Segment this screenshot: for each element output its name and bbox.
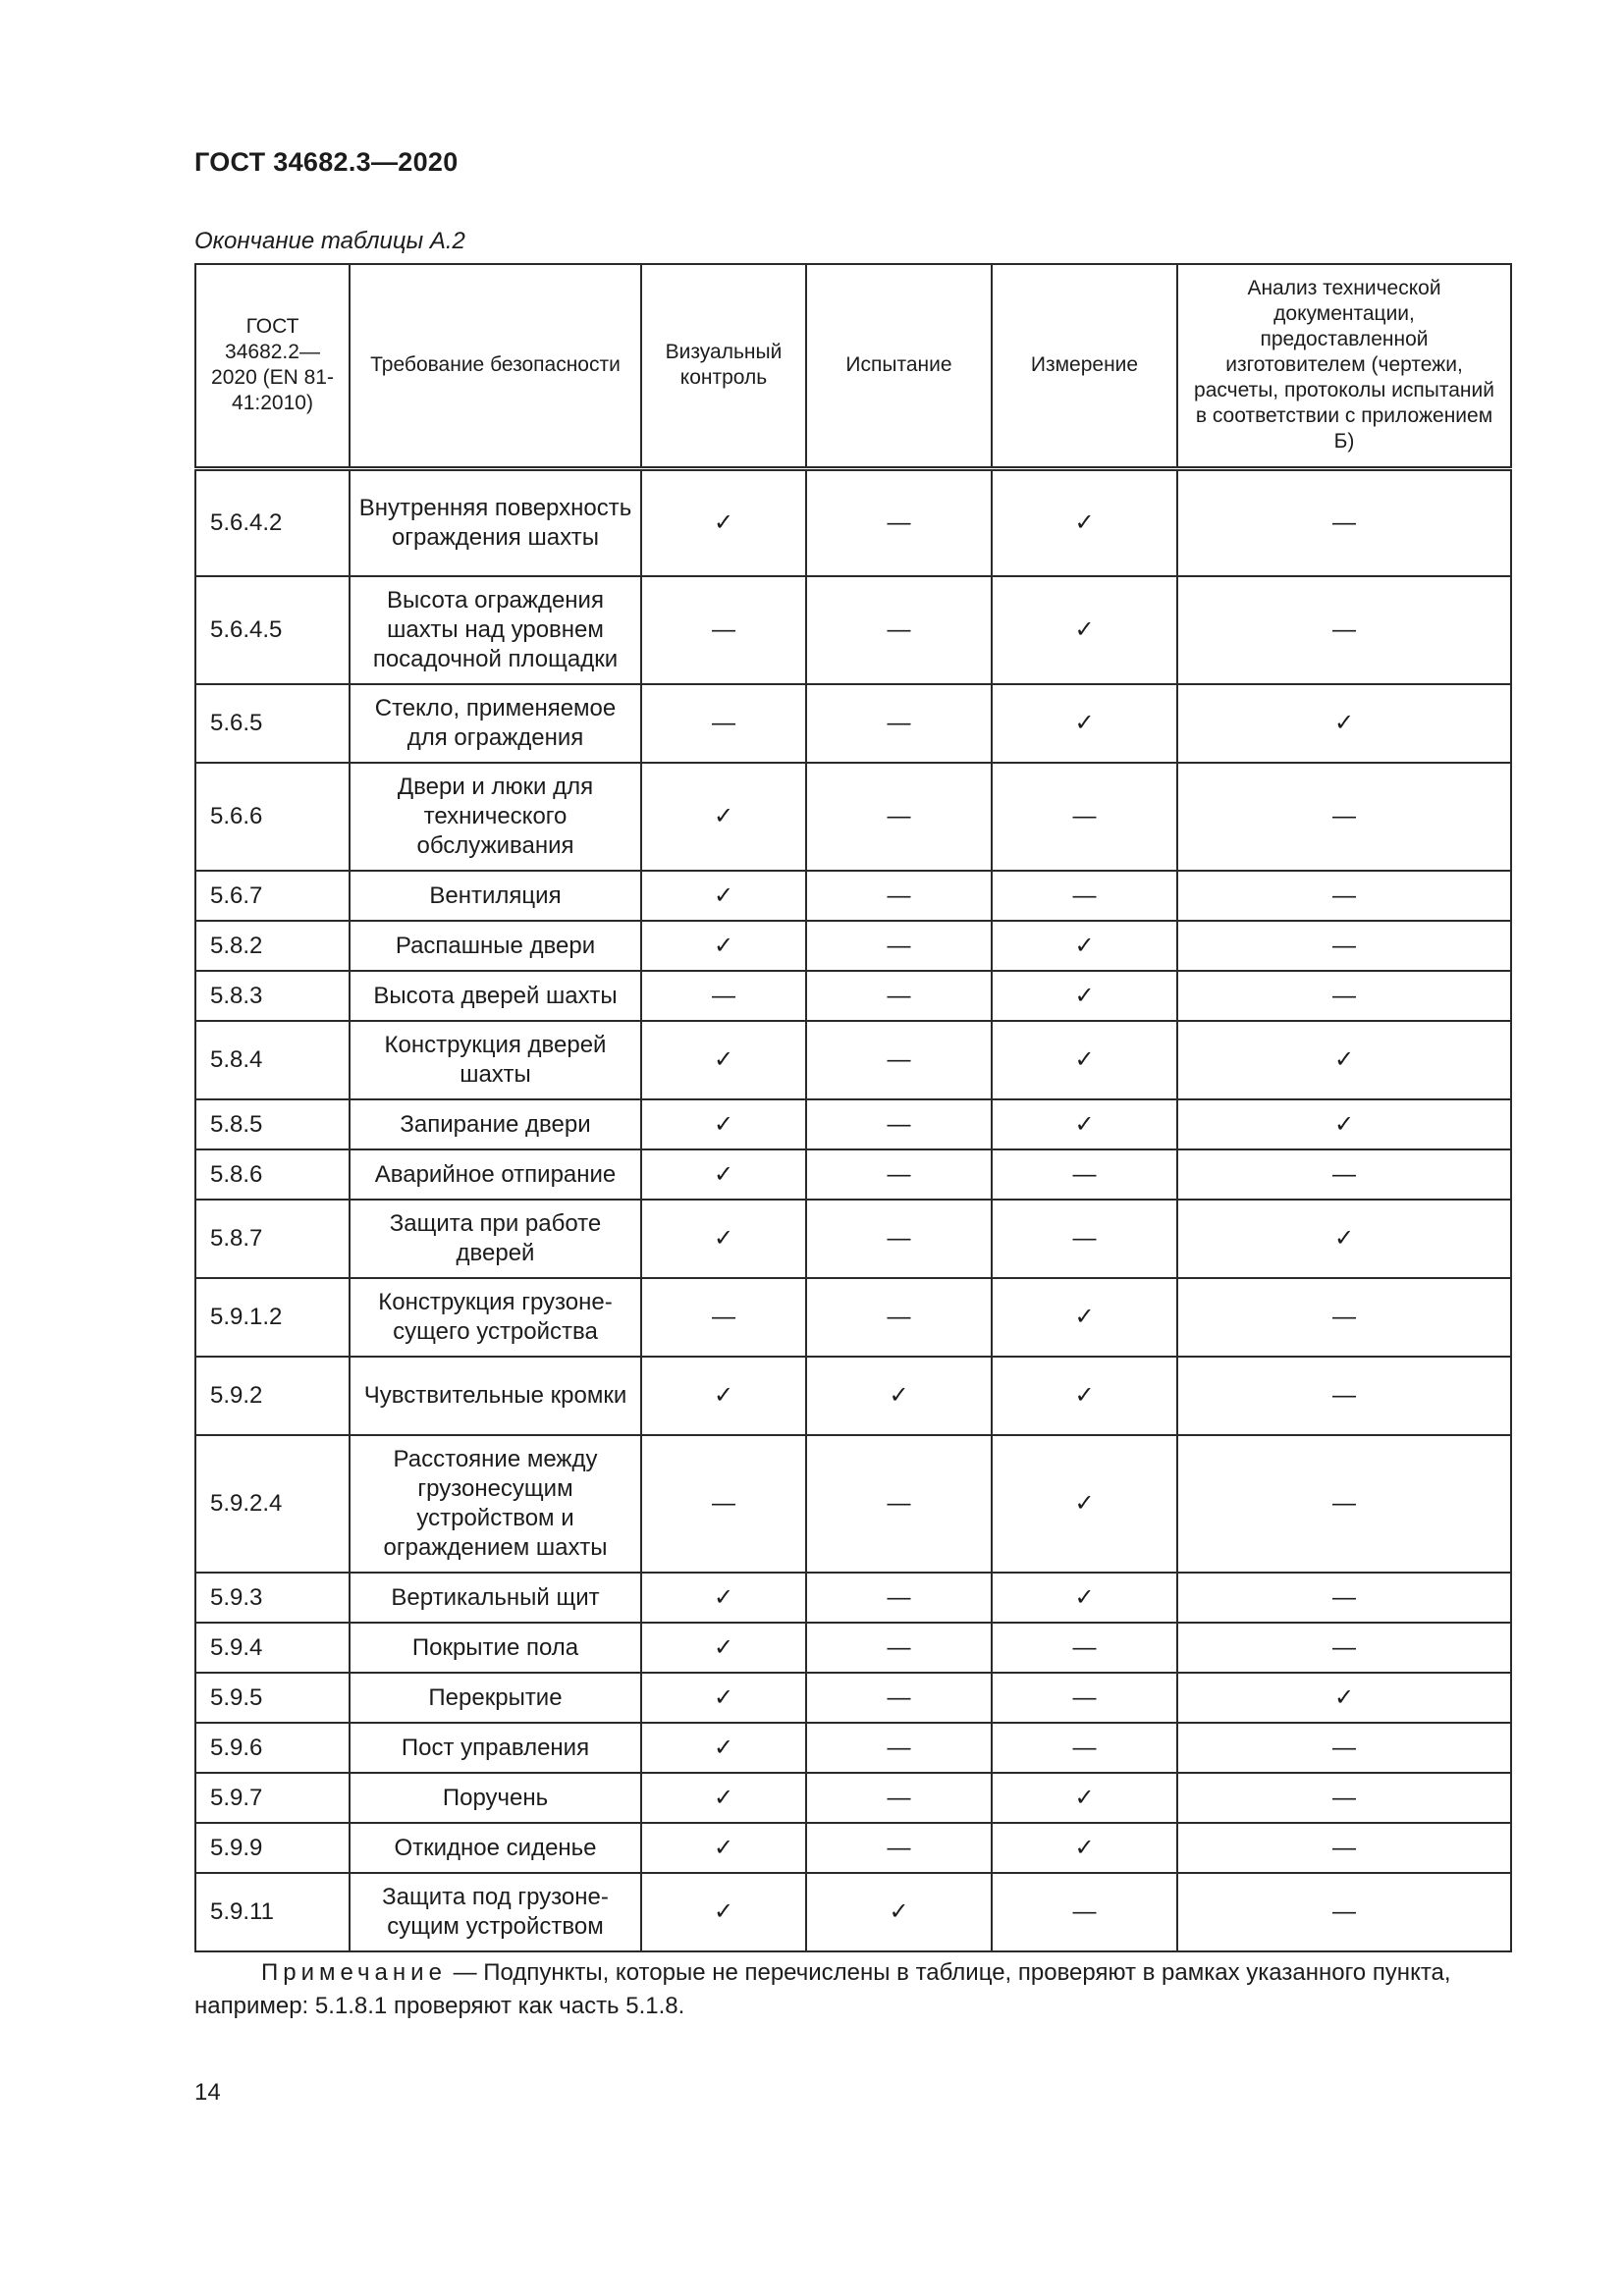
cell-analysis-mark: —	[1177, 1873, 1511, 1951]
cell-analysis-mark: —	[1177, 1773, 1511, 1823]
cell-clause-code: 5.8.7	[195, 1200, 350, 1278]
cell-analysis-mark: ✓	[1177, 1673, 1511, 1723]
table-row	[195, 1723, 1511, 1773]
cell-visual-mark: ✓	[641, 468, 806, 576]
cell-visual-mark: —	[641, 1278, 806, 1357]
cell-clause-code: 5.6.4.5	[195, 576, 350, 684]
cell-clause-code: 5.9.2.4	[195, 1435, 350, 1573]
cell-visual-mark: ✓	[641, 921, 806, 971]
cell-requirement: Поручень	[350, 1773, 641, 1823]
cell-analysis-mark: —	[1177, 921, 1511, 971]
cell-test-mark: —	[806, 1723, 992, 1773]
table-note	[194, 1956, 1512, 2023]
cell-requirement: Аварийное отпирание	[350, 1149, 641, 1200]
cell-clause-code: 5.8.2	[195, 921, 350, 971]
cell-clause-code: 5.9.5	[195, 1673, 350, 1723]
table-row	[195, 1573, 1511, 1623]
document-header: ГОСТ 34682.3—2020	[194, 147, 459, 177]
cell-test-mark: —	[806, 468, 992, 576]
cell-measure-mark: ✓	[992, 1278, 1177, 1357]
cell-clause-code: 5.8.5	[195, 1099, 350, 1149]
table-row	[195, 971, 1511, 1021]
cell-test-mark: —	[806, 1435, 992, 1573]
cell-measure-mark: —	[992, 1200, 1177, 1278]
cell-test-mark: —	[806, 684, 992, 763]
cell-visual-mark: ✓	[641, 1773, 806, 1823]
cell-measure-mark: —	[992, 871, 1177, 921]
cell-requirement: Чувствительные кромки	[350, 1357, 641, 1435]
table-row	[195, 1873, 1511, 1951]
cell-analysis-mark: —	[1177, 871, 1511, 921]
cell-measure-mark: ✓	[992, 684, 1177, 763]
cell-clause-code: 5.6.7	[195, 871, 350, 921]
cell-visual-mark: ✓	[641, 1723, 806, 1773]
cell-test-mark: —	[806, 921, 992, 971]
cell-measure-mark: —	[992, 1873, 1177, 1951]
cell-requirement: Запирание двери	[350, 1099, 641, 1149]
cell-clause-code: 5.9.6	[195, 1723, 350, 1773]
table-row	[195, 1149, 1511, 1200]
cell-requirement: Конструкция грузоне-сущего устройства	[350, 1278, 641, 1357]
cell-clause-code: 5.9.7	[195, 1773, 350, 1823]
note-text: — Подпункты, которые не перечислены в таблице, проверяют в рамках указанного пункта, например: 5.1.8.1 проверяют как часть 5.1.8.	[194, 1959, 1451, 2019]
table-row	[195, 1823, 1511, 1873]
col-header-measure: Измерение	[992, 264, 1177, 468]
cell-measure-mark: ✓	[992, 468, 1177, 576]
cell-visual-mark: —	[641, 684, 806, 763]
cell-measure-mark: —	[992, 1149, 1177, 1200]
cell-visual-mark: ✓	[641, 1623, 806, 1673]
cell-analysis-mark: —	[1177, 1278, 1511, 1357]
cell-requirement: Покрытие пола	[350, 1623, 641, 1673]
cell-requirement: Расстояние между грузонесущим устройством и ограждением шахты	[350, 1435, 641, 1573]
cell-test-mark: —	[806, 871, 992, 921]
cell-analysis-mark: ✓	[1177, 1200, 1511, 1278]
cell-analysis-mark: —	[1177, 1623, 1511, 1673]
table-row	[195, 1200, 1511, 1278]
cell-test-mark: ✓	[806, 1357, 992, 1435]
cell-test-mark: —	[806, 1623, 992, 1673]
cell-requirement: Защита под грузоне-сущим устройством	[350, 1873, 641, 1951]
cell-visual-mark: ✓	[641, 1823, 806, 1873]
cell-analysis-mark: ✓	[1177, 684, 1511, 763]
cell-analysis-mark: —	[1177, 1435, 1511, 1573]
cell-test-mark: —	[806, 1021, 992, 1099]
cell-measure-mark: —	[992, 1623, 1177, 1673]
cell-requirement: Вертикальный щит	[350, 1573, 641, 1623]
cell-clause-code: 5.6.5	[195, 684, 350, 763]
cell-test-mark: —	[806, 576, 992, 684]
cell-clause-code: 5.8.4	[195, 1021, 350, 1099]
cell-visual-mark: ✓	[641, 871, 806, 921]
cell-requirement: Высота ограждения шахты над уровнем посадочной площадки	[350, 576, 641, 684]
cell-visual-mark: ✓	[641, 1873, 806, 1951]
cell-analysis-mark: —	[1177, 1573, 1511, 1623]
table-row	[195, 684, 1511, 763]
cell-requirement: Стекло, применяемое для ограждения	[350, 684, 641, 763]
cell-measure-mark: —	[992, 1723, 1177, 1773]
cell-visual-mark: ✓	[641, 1673, 806, 1723]
cell-test-mark: —	[806, 1823, 992, 1873]
cell-visual-mark: ✓	[641, 1200, 806, 1278]
cell-measure-mark: ✓	[992, 1099, 1177, 1149]
cell-measure-mark: ✓	[992, 1773, 1177, 1823]
table-row	[195, 921, 1511, 971]
cell-clause-code: 5.9.4	[195, 1623, 350, 1673]
col-header-analysis: Анализ технической документации, предоставленной изготовителем (чертежи, расчеты, протоколы испытаний в соответствии с приложением Б)	[1177, 264, 1511, 468]
cell-requirement: Защита при работе дверей	[350, 1200, 641, 1278]
cell-analysis-mark: —	[1177, 576, 1511, 684]
table-row	[195, 1021, 1511, 1099]
cell-analysis-mark: —	[1177, 1723, 1511, 1773]
cell-clause-code: 5.8.6	[195, 1149, 350, 1200]
cell-test-mark: —	[806, 1278, 992, 1357]
cell-analysis-mark: —	[1177, 1357, 1511, 1435]
cell-analysis-mark: ✓	[1177, 1021, 1511, 1099]
cell-measure-mark: —	[992, 763, 1177, 871]
cell-clause-code: 5.9.2	[195, 1357, 350, 1435]
cell-clause-code: 5.9.1.2	[195, 1278, 350, 1357]
cell-visual-mark: —	[641, 971, 806, 1021]
cell-requirement: Двери и люки для технического обслуживания	[350, 763, 641, 871]
col-header-test: Испытание	[806, 264, 992, 468]
cell-requirement: Высота дверей шахты	[350, 971, 641, 1021]
cell-visual-mark: ✓	[641, 1149, 806, 1200]
cell-test-mark: —	[806, 971, 992, 1021]
cell-analysis-mark: ✓	[1177, 1099, 1511, 1149]
table-caption: Окончание таблицы А.2	[194, 228, 465, 254]
cell-requirement: Перекрытие	[350, 1673, 641, 1723]
cell-test-mark: —	[806, 1200, 992, 1278]
cell-requirement: Внутренняя поверхность ограждения шахты	[350, 468, 641, 576]
cell-analysis-mark: —	[1177, 971, 1511, 1021]
col-header-gost: ГОСТ 34682.2—2020 (EN 81-41:2010)	[195, 264, 350, 468]
cell-clause-code: 5.9.3	[195, 1573, 350, 1623]
cell-visual-mark: ✓	[641, 1021, 806, 1099]
cell-visual-mark: ✓	[641, 1099, 806, 1149]
cell-test-mark: —	[806, 1673, 992, 1723]
cell-clause-code: 5.9.9	[195, 1823, 350, 1873]
table-row	[195, 468, 1511, 576]
table-row	[195, 1099, 1511, 1149]
table-body	[195, 468, 1511, 1951]
cell-clause-code: 5.9.11	[195, 1873, 350, 1951]
cell-analysis-mark: —	[1177, 468, 1511, 576]
table-row	[195, 1357, 1511, 1435]
cell-measure-mark: ✓	[992, 1021, 1177, 1099]
cell-measure-mark: ✓	[992, 1823, 1177, 1873]
requirements-table	[194, 263, 1512, 1952]
cell-measure-mark: ✓	[992, 921, 1177, 971]
cell-test-mark: —	[806, 1099, 992, 1149]
cell-requirement: Распашные двери	[350, 921, 641, 971]
cell-analysis-mark: —	[1177, 763, 1511, 871]
table-row	[195, 763, 1511, 871]
cell-test-mark: —	[806, 1573, 992, 1623]
cell-visual-mark: —	[641, 1435, 806, 1573]
cell-clause-code: 5.6.6	[195, 763, 350, 871]
cell-test-mark: ✓	[806, 1873, 992, 1951]
table-row	[195, 576, 1511, 684]
cell-requirement: Откидное сиденье	[350, 1823, 641, 1873]
cell-measure-mark: ✓	[992, 576, 1177, 684]
table-row	[195, 871, 1511, 921]
cell-requirement: Вентиляция	[350, 871, 641, 921]
cell-visual-mark: ✓	[641, 1573, 806, 1623]
cell-requirement: Пост управления	[350, 1723, 641, 1773]
cell-clause-code: 5.6.4.2	[195, 468, 350, 576]
cell-measure-mark: ✓	[992, 1573, 1177, 1623]
cell-visual-mark: —	[641, 576, 806, 684]
table-row	[195, 1773, 1511, 1823]
cell-requirement: Конструкция дверей шахты	[350, 1021, 641, 1099]
note-label: Примечание	[261, 1959, 447, 1986]
cell-visual-mark: ✓	[641, 763, 806, 871]
cell-analysis-mark: —	[1177, 1823, 1511, 1873]
cell-test-mark: —	[806, 1149, 992, 1200]
table-header-row	[195, 264, 1511, 468]
cell-analysis-mark: —	[1177, 1149, 1511, 1200]
table-row	[195, 1435, 1511, 1573]
cell-measure-mark: —	[992, 1673, 1177, 1723]
cell-measure-mark: ✓	[992, 1357, 1177, 1435]
col-header-visual: Визуальный контроль	[641, 264, 806, 468]
cell-test-mark: —	[806, 1773, 992, 1823]
table-row	[195, 1278, 1511, 1357]
table-row	[195, 1623, 1511, 1673]
cell-test-mark: —	[806, 763, 992, 871]
col-header-requirement: Требование безопасности	[350, 264, 641, 468]
cell-visual-mark: ✓	[641, 1357, 806, 1435]
cell-measure-mark: ✓	[992, 1435, 1177, 1573]
cell-clause-code: 5.8.3	[195, 971, 350, 1021]
table-row	[195, 1673, 1511, 1723]
page-number: 14	[194, 2079, 221, 2106]
cell-measure-mark: ✓	[992, 971, 1177, 1021]
